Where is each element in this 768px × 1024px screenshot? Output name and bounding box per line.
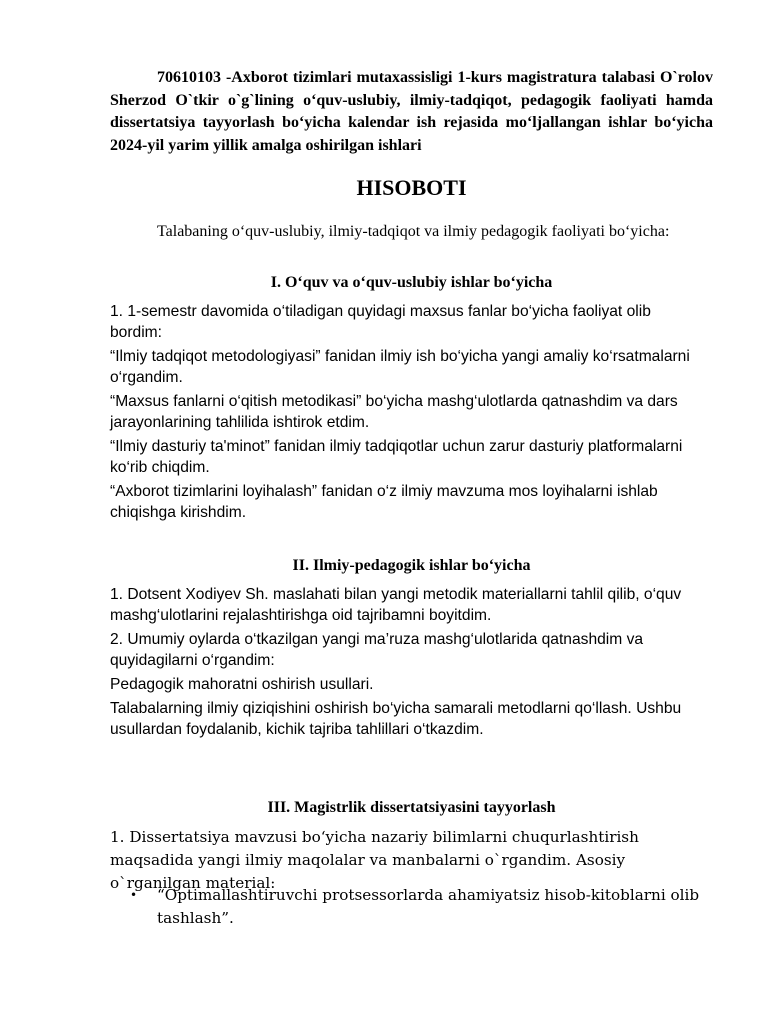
report-title: HISOBOTI bbox=[356, 175, 467, 200]
section-3-heading: III. Magistrlik dissertatsiyasini tayyorlash bbox=[267, 799, 556, 816]
intro-paragraph: Talabaning o‘quv-uslubiy, ilmiy-tadqiqot va ilmiy pedagogik faoliyati bo‘yicha: bbox=[157, 223, 670, 240]
section-1-heading: I. O‘quv va o‘quv-uslubiy ishlar bo‘yicha bbox=[270, 274, 553, 291]
material-list bbox=[110, 884, 713, 930]
section-2-body bbox=[110, 584, 700, 743]
list-item-text: “Optimallashtiruvchi protsessorlarda ahamiyatsiz hisob-kitoblarni olib tashlash”. bbox=[157, 886, 700, 927]
bullet-icon: • bbox=[130, 888, 138, 902]
list-item bbox=[110, 884, 713, 930]
section-1-paragraph: “Ilmiy tadqiqot metodologiyasi” fanidan ilmiy ish bo‘yicha yangi amaliy ko‘rsatmalarni o‘rgandim. bbox=[110, 348, 690, 386]
section-1-body bbox=[110, 301, 700, 526]
section-2-paragraph: Talabalarning ilmiy qiziqishini oshirish bo‘yicha samarali metodlarni qo‘llash. Ushbu usullardan foydalanib, kichik tajriba tahlillari o‘tkazdim. bbox=[110, 700, 682, 738]
section-2-paragraph: 1. Dotsent Xodiyev Sh. maslahati bilan yangi metodik materiallarni tahlil qilib, o‘quv mashg‘ulotlarini rejalashtirishga oid tajribamni boyitdim. bbox=[110, 586, 682, 624]
section-1-paragraph: “Maxsus fanlarni o‘qitish metodikasi” bo‘yicha mashg‘ulotlarda qatnashdim va dars jarayonlarining tahlilida ishtirok etdim. bbox=[110, 393, 678, 431]
section-1-paragraph: “Ilmiy dasturiy ta'minot” fanidan ilmiy tadqiqotlar uchun zarur dasturiy platformalarni ko‘rib chiqdim. bbox=[110, 438, 683, 476]
section-1-paragraph: 1. 1-semestr davomida o‘tiladigan quyidagi maxsus fanlar bo‘yicha faoliyat olib bordim: bbox=[110, 303, 651, 341]
section-2-heading: II. Ilmiy-pedagogik ishlar bo‘yicha bbox=[292, 557, 531, 574]
report-header: 70610103 -Axborot tizimlari mutaxassisligi 1-kurs magistratura talabasi O`rolov Sherzod O`tkir o`g`lining o‘quv-uslubiy, ilmiy-tadqiqot, pedagogik faoliyati hamda dissertatsiya tayyorlash bo‘yicha kalendar ish rejasida mo‘ljallangan ishlar bo‘yicha 2024-yil yarim yillik amalga oshirilgan ishlari bbox=[110, 69, 713, 154]
section-3-paragraph: 1. Dissertatsiya mavzusi boʻyicha nazariy bilimlarni chuqurlashtirish maqsadida yangi ilmiy maqolalar va manbalarni o`rgandim. Asosiy o`rganilgan material: bbox=[110, 828, 639, 892]
section-1-paragraph: “Axborot tizimlarini loyihalash” fanidan o‘z ilmiy mavzuma mos loyihalarni ishlab chiqishga kirishdim. bbox=[110, 483, 658, 521]
section-2-paragraph: 2. Umumiy oylarda o‘tkazilgan yangi ma’ruza mashg‘ulotlarida qatnashdim va quyidagilarni o‘rgandim: bbox=[110, 631, 644, 669]
section-2-paragraph: Pedagogik mahoratni oshirish usullari. bbox=[110, 676, 374, 693]
